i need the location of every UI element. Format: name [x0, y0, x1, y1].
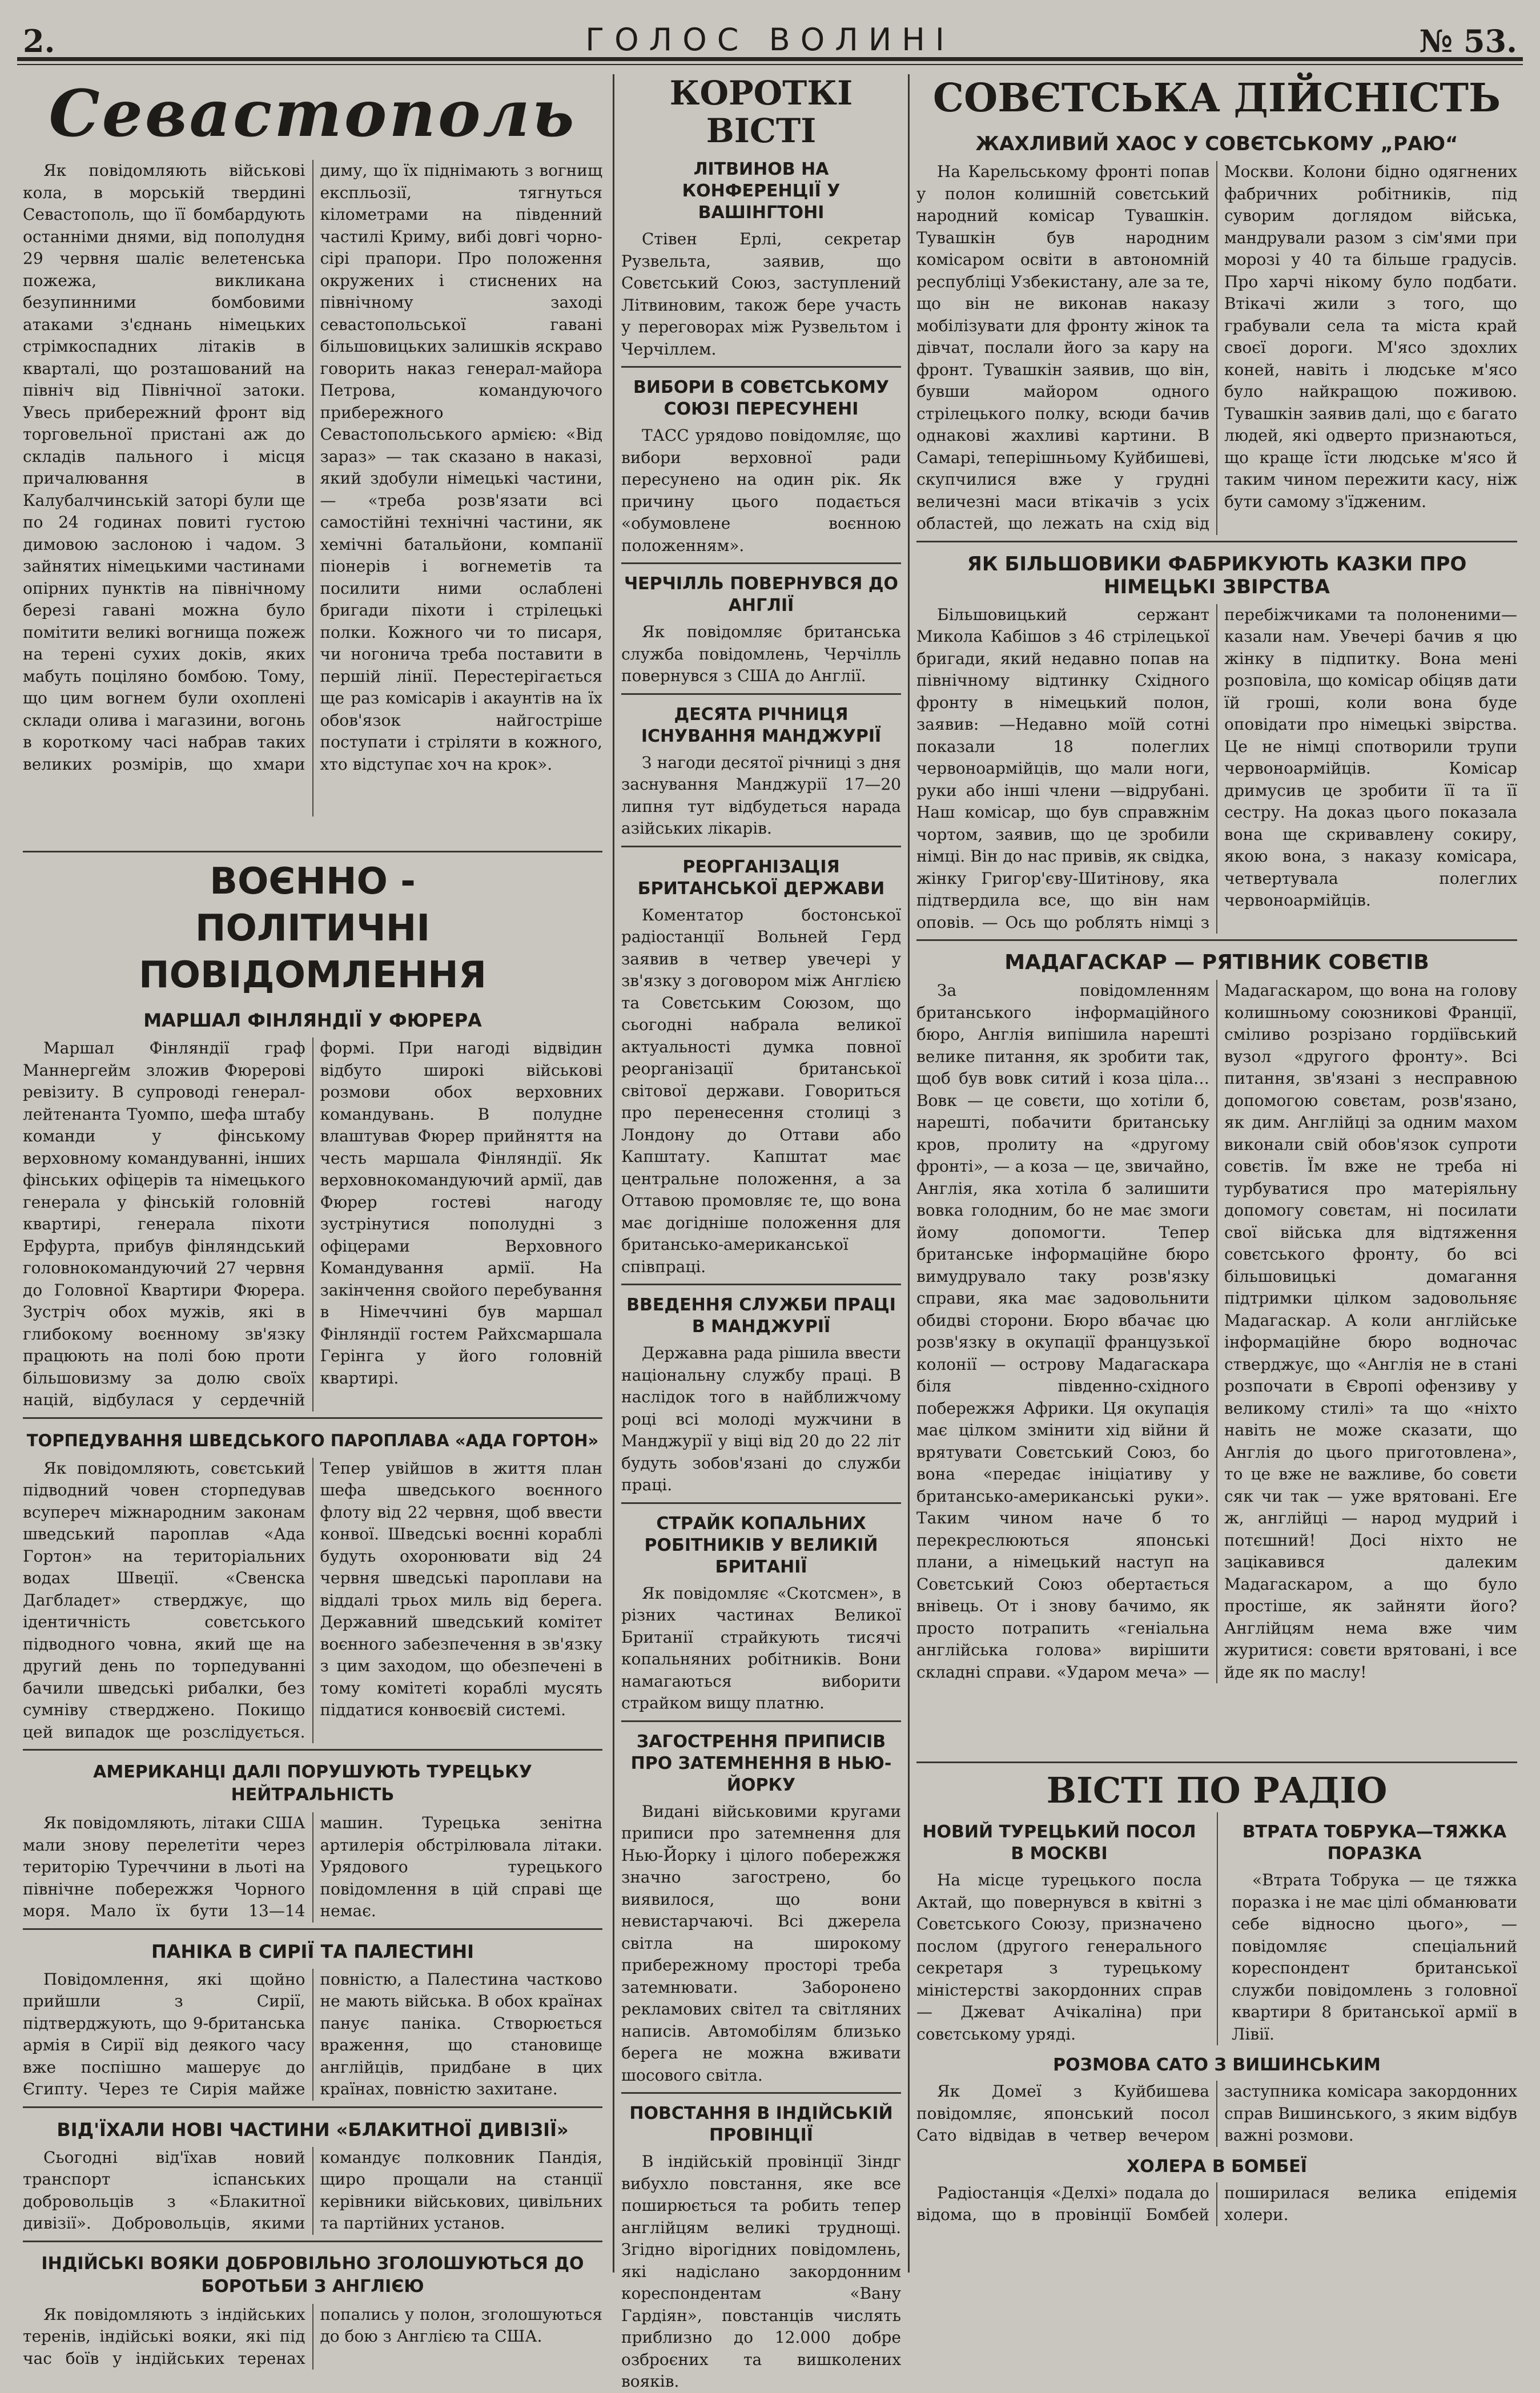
article-body-syria: Повідомлення, які щойно прийшли з Сирії, підтверджують, що 9-британська армія в Сирії від деякого часу вже поспішно машерує до Єгипту. Через те Сирія майже повністю, а Палестина частково не мають війська. В обох країнах панує паніка. Створюється враження, що становище англійців, придбане в цих країнах, повністю захитане.: [23, 1969, 602, 2098]
radio-news-title: ВІСТІ ПО РАДІО: [1046, 1769, 1388, 1811]
article-title-fairy-tales: ЯК БІЛЬШОВИКИ ФАБРИКУЮТЬ КАЗКИ ПРО НІМЕЦЬКІ ЗВІРСТВА: [967, 552, 1467, 598]
column-separator-right: [908, 74, 910, 2273]
article-title-india-volunteers: ІНДІЙСЬКІ ВОЯКИ ДОБРОВІЛЬНО ЗГОЛОШУЮТЬСЯ ДО БОРОТЬБИ З АНГЛІЄЮ: [41, 2253, 584, 2297]
article-body-blue-division: Сьогодні від'їхав новий транспорт іспанських добровольців з «Блакитної дивізії». Добровольців, якими командує полковник Пандія, щиро прощали на станції керівники військових, цивільних та партійних установ.: [23, 2147, 602, 2233]
article-rule: [23, 1928, 602, 1930]
radio-item-sato: [916, 2081, 1517, 2147]
radio-item-ambassador: [916, 1812, 1202, 2045]
news-body-blackout: Видані військовими кругами приписи про затемнення для Нью-Йорку і цілого побережжя значно загострено, бо виявилося, що вони невистарчаючі. Всі джерела світла на широкому прибережному просторі треба затемнювати. Заборонено рекламових світел та світляних написів. Автомобілям близько берега не можна вживати шосового світла.: [621, 1801, 901, 2085]
article-body-torpedo: Як повідомляють, совєтський підводний човен сторпедував всупереч міжнародним законам шведський пароплав «Ада Гортон» на територіальних водах Швеції. «Свенска Дагбладет» стверджує, що ідентичність совєтського підводного човна, який ще на другий день по торпедуванні бачили шведські рибалки, без сумніву стверджено. Покищо цей випадок ще розслідується. Тепер увійшов в життя план шефа шведського воєнного флоту від 22 червня, щоб ввести конвої. Шведські воєнні кораблі будуть охоронювати від 24 червня шведські пароплави на віддалі трьох миль від берега. Державний шведський комітет воєнного забезпечення в зв'язку з цим заходом, що обезпечені в тому комітеті кораблі мусять піддатися конвоєвій системі.: [23, 1458, 602, 1742]
news-rule: [621, 1720, 901, 1722]
column-separator-left: [613, 74, 614, 2273]
radio-news-section: [916, 1756, 1517, 2267]
news-title-manchuria-anniversary: ДЕСЯТА РІЧНИЦЯ ІСНУВАННЯ МАНДЖУРІЇ: [641, 704, 882, 746]
radio-title-sato: РОЗМОВА САТО З ВИШИНСЬКИМ: [1053, 2055, 1381, 2075]
masthead-rule: [17, 57, 1523, 61]
news-rule: [621, 366, 901, 368]
article-rule: [23, 1749, 602, 1751]
article-rule: [23, 2106, 602, 2108]
news-body-labor-service: Державна рада рішила ввести національну службу праці. В наслідок того в найближчому році всі молоді мужчини в Манджурії у віці від 20 до 22 літ будуть зобов'язані до служби праці.: [621, 1344, 901, 1494]
news-title-elections: ВИБОРИ В СОВЄТСЬКОМУ СОЮЗІ ПЕРЕСУНЕНІ: [633, 377, 889, 419]
short-news-column: [621, 74, 901, 2391]
soviet-reality-section: [916, 74, 1517, 1747]
radio-body-sato: Як Домеї з Куйбишева повідомляє, японський посол Сато відвідав в четвер вечером заступника комісара закордонних справ Вишинського, з яким відбув важні розмови.: [916, 2082, 1517, 2145]
news-body-churchill: Як повідомляє британська служба повідомлень, Черчілль повернувся з США до Англії.: [621, 622, 901, 685]
news-rule: [621, 1502, 901, 1504]
news-body-litvinov: Стівен Ерлі, секретар Рузвельта, заявив, що Совєтський Союз, заступлений Літвиновим, також бере участь у переговорах між Рузвельтом і Черчіллем.: [621, 230, 901, 359]
article-body-turkey: Як повідомляють, літаки США мали знову перелетіти через територію Туреччини в льоті на північне побережжя Чорного моря. Мало їх бути 13—14 машин. Турецька зенітна артилерія обстрілювала літаки. Урядового турецького повідомлення в цій справі ще немає.: [23, 1813, 602, 1920]
news-title-litvinov: ЛІТВИНОВ НА КОНФЕРЕНЦІЇ У ВАШІНГТОНІ: [682, 159, 841, 223]
article-india-volunteers: [23, 2304, 602, 2370]
sevastopol-body-columns: [23, 160, 602, 817]
article-blue-division: [23, 2147, 602, 2235]
news-title-churchill: ЧЕРЧІЛЛЬ ПОВЕРНУВСЯ ДО АНГЛІЇ: [624, 574, 899, 616]
article-rule: [23, 1417, 602, 1419]
news-body-elections: ТАСС урядово повідомляє, що вибори верховної ради пересунено на один рік. Як причину цього подається «обумовлене воєнною положенням».: [621, 426, 901, 555]
news-rule: [621, 2092, 901, 2094]
article-rule: [23, 2241, 602, 2242]
article-body-madagascar: За повідомленням британського інформаційного бюро, Англія випішила нарешті велике питання, як зробити так, щоб був вовк ситий і коза ціла… Вовк — це совєти, що хотіли б, нарешті, побачити британську кров, пролиту на «другому фронті», — а коза — це, звичайно, Англія, яка хотіла б залишити вовка голодним, бо не має змоги йому допомогти. Тепер британське інформаційне бюро вимудрувало таку розв'язку справи, яка має задовольнити обидві сторони. Бюро вбачає цю розв'язку в окупації французької колонії — острову Мадагаскара біля південно-східного побережжя Африки. Ця окупація має цілком змінити хід війни й врятувати Совєтський Союз, бо вона «передає ініціативу у британсько-американські руки». Таким чином наче б то перекреслюються японські плани, а німецький наступ на Совєтський Союз обертається внівець. От і знову бачимо, як просто потрапить «геніальна англійська голова» вирішити складні справи. «Ударом меча» — Мадагаскаром, що вона на голову колишньому союзникові Франції, сміливо розрізано гордіївський вузол «другого фронту». Всі питання, зв'язані з несправною допомогою совєтам, розв'язано, як дим. Англійці за одним махом виконали свій обов'язок супроти совєтів. Їм вже не треба ні турбуватися про матеріяльну допомогу совєтам, ні посилати свої війська для відтяження совєтського фронту, бо всі більшовицькі домагання підтримки цілком задовольняє Мадагаскар. А коли англійське інформаційне бюро водночас стверджує, що «Англія не в стані розпочати в Європі офензиву у великому стилі» та що «ніхто навіть не може сказати, що Англія до цього приготовлена», то це вже не важливе, бо совєти сяк чи так — уже врятовані. Еге ж, англійці — народ мудрий і потєшний! Досі ніхто не зацікавився далеким Мадагаскаром, а що було простіше, як зайняти його? Англійцям нема вже чим журитися: совєти врятовані, і все йде як по маслу!: [916, 981, 1517, 1682]
sevastopol-article: [23, 74, 602, 834]
radio-title-ambassador: НОВИЙ ТУРЕЦЬКИЙ ПОСОЛ В МОСКВІ: [922, 1822, 1196, 1864]
radio-title-tobruk: ВТРАТА ТОБРУКА—ТЯЖКА ПОРАЗКА: [1242, 1822, 1507, 1864]
radio-body-ambassador: На місце турецького посла Актай, що повернувся в квітні з Совєтського Союзу, призначено послом (другого генерального секретаря з турецькому міністерстві закордонних справ — Джеват Ачікаліна) при совєтському уряді.: [916, 1871, 1202, 2044]
article-title-turkey: АМЕРИКАНЦІ ДАЛІ ПОРУШУЮТЬ ТУРЕЦЬКУ НЕЙТРАЛЬНІСТЬ: [93, 1762, 532, 1805]
article-madagascar: [916, 980, 1517, 1683]
news-rule: [621, 1284, 901, 1285]
article-syria: [23, 1969, 602, 2101]
news-body-india-uprising: В індійській провінції Зіндг вибухло повстання, яке все поширюється та робить тепер англійцям великі труднощі. Згідно вірогідних повідомлень, які надіслано закордонним кореспондентам «Вану Гардіян», повстанців числять приблизно до 12.000 добре озброєних та вишколених вояків.: [621, 2152, 901, 2391]
article-title-madagascar: МАДАГАСКАР — РЯТІВНИК СОВЄТІВ: [1004, 951, 1429, 974]
issue-number: № 53.: [1419, 23, 1517, 59]
article-fairy-tales: [916, 604, 1517, 934]
news-body-reorganization: Коментатор бостонської радіостанції Вольней Герд заявив в четвер увечері у зв'язку з договором між Англією та Совєтським Союзом, що сьогодні набрала великої актуальності думка повної реорганізації британської світової держави. Говориться про перенесення столиці з Лондону до Оттави або Капштату. Капштат має центральне положення, а за Оттавою промовляє те, що вона має догідніше положення для британсько-американської співпраці.: [621, 905, 901, 1276]
article-title-syria: ПАНІКА В СИРІЇ ТА ПАЛЕСТИНІ: [151, 1940, 474, 1962]
article-turkey: [23, 1812, 602, 1923]
news-title-miners-strike: СТРАЙК КОПАЛЬНИХ РОБІТНИКІВ У ВЕЛИКІЙ БРИТАНІЇ: [644, 1513, 878, 1577]
radio-body-tobruk: «Втрата Тобрука — це тяжка поразка і не має цілі обманювати себе відносно цього», — повідомляє спеціальний кореспондент британської служби повідомлень з головної квартири 8 британської армії в Лівії.: [1232, 1871, 1517, 2044]
radio-item-tobruk: [1217, 1812, 1517, 2045]
news-rule: [621, 846, 901, 847]
sevastopol-body: Як повідомляють військові кола, в морській твердині Севастополь, що її бомбардують останніми днями, від пополудня 29 червня шаліє велетенська пожежа, викликана безупинними бомбовими атаками з'єднань німецьких стрімкоспадних літаків в кварталі, що розташований на північ від Північної затоки. Увесь прибережний фронт від торговельної пристані аж до складів пального і місця причалювання в Калубалчинській заторі були ще по 24 годинах повиті густою димовою заслоною і чадом. З зайнятих німецькими частинами опірних пунктів на північному березі гавані можна було помітити великі вогнища пожеж на терені сухих доків, яких мабуть поціляно бомбою. Тому, що цим вогнем були охоплені склади олива і магазини, вогонь в короткому часі набрав таких великих розмірів, що хмари диму, що їх піднімають з вогнищ експльозії, тягнуться кілометрами на південний частилі Криму, вибі довгі чорно-сірі прапори. Про положення окружених і стиснених на північному заході севастопольської гавані більшовицьких залишків яскраво говорить наказ генерал-майора Петрова, командуючого прибережного Севастопольського армією: «Від зараз» — так сказано в наказі, який здобули німецькі частини, — «треба розв'язати всі самостійні технічні частини, як хемічні батальйони, компанії піонерів і вогнеметів та посилити ними ослаблені бригади піхоти і стрілецькі полки. Кожного чи то писаря, чи ногонича треба поставити в першій лінії. Перестерігається ще раз комісарів і акаунтів на їх обов'язок найгостріше поступати і стріляти в кожного, хто відступає хоч на крок».: [23, 161, 602, 774]
article-title-finland: МАРШАЛ ФІНЛЯНДІЇ У ФЮРЕРА: [143, 1010, 482, 1031]
article-finland: [23, 1037, 602, 1411]
article-title-blue-division: ВІД'ЇХАЛИ НОВІ ЧАСТИНИ «БЛАКИТНОЇ ДИВІЗІЇ»: [57, 2118, 569, 2141]
article-torpedo: [23, 1458, 602, 1744]
masthead: [23, 17, 1517, 63]
article-rule: [916, 939, 1517, 941]
news-title-blackout: ЗАГОСТРЕННЯ ПРИПИСІВ ПРО ЗАТЕМНЕННЯ В НЬЮ-ЙОРКУ: [630, 1731, 892, 1795]
military-political-section: [23, 845, 602, 2368]
article-chaos: [916, 161, 1517, 535]
news-title-india-uprising: ПОВСТАННЯ В ІНДІЙСЬКІЙ ПРОВІНЦІЇ: [629, 2104, 893, 2145]
section-rule: [23, 851, 602, 852]
news-title-labor-service: ВВЕДЕННЯ СЛУЖБИ ПРАЦІ В МАНДЖУРІЇ: [626, 1295, 896, 1337]
masthead-rule-thin: [17, 64, 1523, 65]
article-body-india-volunteers: Як повідомляють з індійських теренів, індійські вояки, які під час боїв у індійських теренах попались у полон, зголошуються до бою з Англією та США.: [23, 2304, 602, 2368]
radio-item-cholera: [916, 2182, 1517, 2226]
section-rule: [916, 1761, 1517, 1763]
newspaper-title: ГОЛОС ВОЛИНІ: [585, 22, 955, 58]
article-body-chaos: На Карельському фронті попав у полон колишній совєтський народний комісар Тувашкін. Тувашкін був народним комісаром освіти в автономній республіці Узбекистану, але за те, що він не виконав наказу мобілізувати для фронту жінок та дівчат, послали його за кару на фронт. Тувашкін заявив, що він, бувши майором одного стрілецького полку, всюди бачив однакові жахливі картини. В Самарі, теперішньому Куйбишеві, скупчилися вже у грудні величезні маси втікачів з усіх областей, що лежать на схід від Москви. Колони бідно одягнених фабричних робітників, під суворим доглядом війська, мандрували разом з сім'ями при морозі у 40 та більше градусів. Про харчі нікому було подбати. Втікачі жили з того, що грабували села та міста край своєї дороги. М'ясо здохлих коней, навіть і людське м'ясо було найкращою поживою. Тувашкін заявив далі, що є багато людей, які одверто признаються, що краще їсти людське м'ясо й таким чином пережити касу, ніж бути самому з'їдженим.: [916, 162, 1517, 533]
radio-title-cholera: ХОЛЕРА В БОМБЕЇ: [1127, 2156, 1307, 2177]
military-political-title: ВОЄННО - ПОЛІТИЧНІ ПОВІДОМЛЕННЯ: [139, 860, 486, 996]
article-rule: [916, 541, 1517, 542]
radio-body-cholera: Радіостанція «Делхі» подала до відома, що в провінції Бомбей поширилася велика епідемія холери.: [916, 2183, 1517, 2224]
soviet-reality-title: СОВЄТСЬКА ДІЙСНІСТЬ: [932, 75, 1501, 121]
radio-news-top-row: [916, 1812, 1517, 2045]
news-rule: [621, 562, 901, 564]
article-title-chaos: ЖАХЛИВИЙ ХАОС У СОВЄТСЬКОМУ „РАЮ“: [975, 132, 1458, 155]
article-body-finland: Маршал Фінляндії граф Маннергейм зложив Фюрерові ревізиту. В супроводі генерал-лейтенанта Туомпо, шефа штабу команди у фінському верховному командуванні, інших фінських офіцерів та німецького генерала у фінській головній квартирі, генерала піхоти Ерфурта, прибув фінляндський головнокомандуючий 27 червня до Головної Квартири Фюрера. Зустріч обох мужів, які в глибокому воєнному зв'язку працюють на полі бою проти більшовизму за долю своїх націй, відбулася у сердечній формі. При нагоді відвідин відбуто широкі військові розмови обох верховних командувань. В полудне влаштував Фюрер прийняття на честь маршала Фінляндії. Як верховнокомандуючий армії, дав Фюрер гостеві нагоду зустрінутися пополудні з офіцерами Верховного Командування армії. На закінчення свойого перебування в Німеччині був маршал Фінляндії гостем Райхсмаршала Герінга у його головній квартирі.: [23, 1039, 602, 1409]
news-body-manchuria-anniversary: З нагоди десятої річниці з дня заснування Манджурії 17—20 липня тут відбудеться нарада азійських лікарів.: [621, 753, 901, 838]
news-rule: [621, 693, 901, 695]
article-title-torpedo: ТОРПЕДУВАННЯ ШВЕДСЬКОГО ПАРОПЛАВА «АДА ГОРТОН»: [26, 1430, 599, 1450]
sevastopol-title: Севастополь: [49, 77, 577, 151]
news-body-miners-strike: Як повідомляє «Скотсмен», в різних частинах Великої Британії страйкують тисячі копальняних робітників. Вони намагаються виборити страйком вищу платню.: [621, 1583, 901, 1712]
short-news-title: КОРОТКІ ВІСТІ: [669, 74, 853, 150]
article-body-fairy-tales: Більшовицький сержант Микола Кабішов з 46 стрілецької бригади, який недавно попав на північному відтинку Східного фронту в німецький полон, заявив: —Недавно моїй сотні показали 18 полеглих червоноармійців, що мали ноги, руки або інші члени —відрубані. Наш комісар, що був справжнім чортом, заявив, що це зробили німці. Він до нас привів, як свідка, жінку Григор'єву-Шитінову, яка підтвердила все, що він нам оповів. — Ось що роблять німці з перебіжчиками та полоненими—казали нам. Увечері бачив я цю жінку в підпитку. Вона мені розповіла, що комісар обіцяв дати їй гроші, коли вона буде оповідати про німецькі звірства. Це не німці спотворили трупи червоноармійців. Комісар дримусив це зробити її та її сестру. На доказ цього показала вона ще скривавлену сокиру, якою вона, з наказу комісара, четвертувала полеглих червоноармійців.: [916, 605, 1517, 932]
page-number: 2.: [23, 23, 55, 59]
news-title-reorganization: РЕОРГАНІЗАЦІЯ БРИТАНСЬКОЇ ДЕРЖАВИ: [637, 856, 885, 899]
